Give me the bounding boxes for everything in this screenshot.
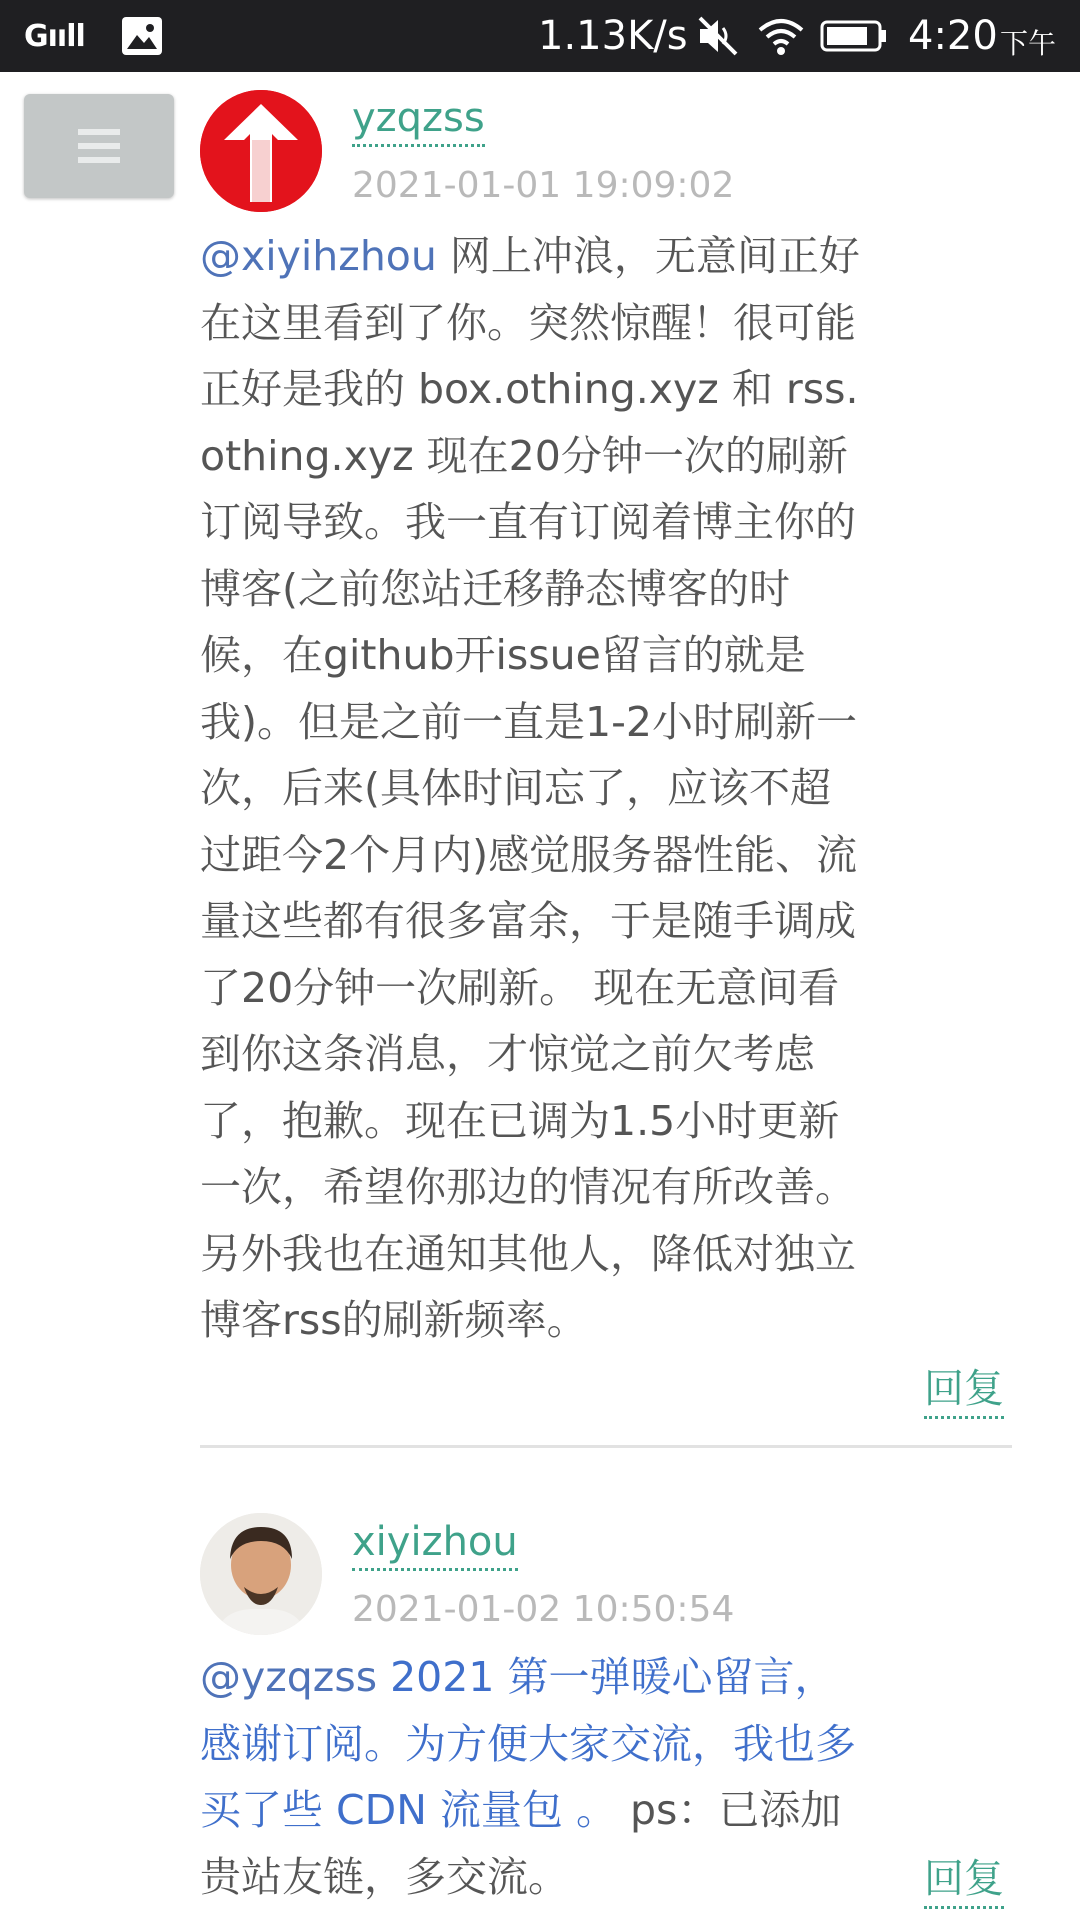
- arrow-up-icon: [200, 90, 322, 212]
- mute-icon: [696, 0, 740, 72]
- photo-icon: [122, 0, 162, 72]
- wifi-icon: [758, 0, 804, 72]
- divider: [200, 1445, 1012, 1448]
- comment-item: [200, 1510, 1018, 1920]
- avatar[interactable]: [200, 90, 322, 212]
- comment-text: ps：已添加贵站友链，多交流。: [200, 1786, 842, 1901]
- reply-button[interactable]: 回复: [924, 1364, 1004, 1419]
- comment-date: 2021-01-01 19:09:02: [352, 165, 735, 206]
- clock-period: 下午: [1000, 27, 1057, 60]
- comment-highlight-text: 2021 第一弹暖心留言，感谢订阅。为方便大家交流，我也多买了些 CDN 流量包 。: [200, 1653, 856, 1834]
- mention-link[interactable]: @xiyihzhou: [200, 232, 437, 280]
- comment-item: [200, 86, 1018, 1446]
- status-bar: [0, 0, 1080, 72]
- comment-date: 2021-01-02 10:50:54: [352, 1589, 735, 1630]
- reply-button[interactable]: 回复: [924, 1854, 1004, 1909]
- avatar[interactable]: [200, 1513, 322, 1635]
- comment-text: 网上冲浪，无意间正好在这里看到了你。突然惊醒！很可能正好是我的 box.othing.xyz 和 rss.othing.xyz 现在20分钟一次的刷新订阅导致。我一直有订阅着博主你的博客(之前您站迁移静态博客的时候，在github开issue留言的就是我)。但是之前一直是1-2小时刷新一次，后来(具体时间忘了，应该不超过距今2个月内)感觉服务器性能、流量这些都有很多富余，于是随手调成了20分钟一次刷新。 现在无意间看到你这条消息，才惊觉之前欠考虑了，抱歉。现在已调为1.5小时更新一次，希望你那边的情况有所改善。另外我也在通知其他人，降低对独立博客rss的刷新频率。: [200, 232, 860, 1344]
- comment-author[interactable]: xiyizhou: [352, 1518, 518, 1571]
- person-icon: [200, 1513, 322, 1635]
- clock: 4:20: [908, 13, 998, 59]
- comment-body: [200, 223, 860, 1354]
- hamburger-icon: [78, 127, 120, 165]
- signal-indicator: Gııll: [24, 18, 85, 54]
- menu-button[interactable]: [24, 94, 174, 198]
- comment-body: [200, 1644, 860, 1910]
- network-speed: 1.13K/s: [538, 13, 688, 59]
- mention-link[interactable]: @yzqzss: [200, 1653, 378, 1701]
- battery-icon: [820, 0, 888, 72]
- comment-author[interactable]: yzqzss: [352, 94, 485, 147]
